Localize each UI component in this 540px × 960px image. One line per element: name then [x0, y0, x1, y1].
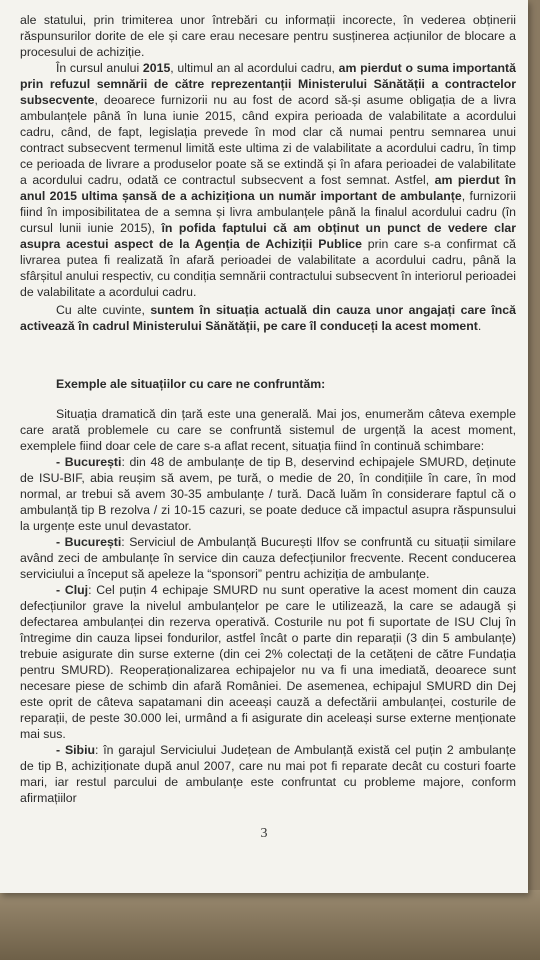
paragraph-summary: Cu alte cuvinte, suntem în situația actuală din cauza unor angajați care încă activează în cadrul Ministerului Sănătății, pe care îl conduceți la acest moment. — [20, 303, 516, 333]
page-number: 3 — [260, 826, 268, 841]
list-item-cluj: - Cluj: Cel puțin 4 echipaje SMURD nu sunt operative la acest moment din cauza defecțiunilor grave la nivelul ambulanțelor pe care le utilizează, la care se adaugă și defectarea ambulanței din rezerva operativă. Costurile nu pot fi suportate de ISU Cluj în întregime din cauza lipsei fondurilor, astfel încât o parte din reparații (3 din 5 ambulanțe) trebuie asigurate din surse externe (din cei 2% colectați de la cetățeni de către Fundația pentru SMURD). Reoperaționalizarea echipajelor nu va fi una imediată, deoarece sunt necesare piese de schimb din afară României. De asemenea, echipajul SMURD din Dej este oprit de câteva sapatamani din aceeași cauză a defectării ambulanței, costurile de reparații, de peste 30.000 lei, urmând a fi asigurate din aceleași surse externe menționate mai sus. — [20, 583, 517, 741]
page-content — [20, 12, 516, 806]
paragraph-intro: Situația dramatică din țară este una generală. Mai jos, enumerăm câteva exemple care arată problemele cu care se confruntă sistemul de urgență la acest moment, exemplele fiind doar cele de care s-a aflat recent, situația fiind în continuă schimbare: — [20, 407, 516, 453]
list-item-sibiu: - Sibiu: în garajul Serviciului Județean de Ambulanță există cel puțin 2 ambulanțe de tip B, achiziționate după anul 2007, care nu mai pot fi reparate decât cu costuri foarte mari, iar restul parcului de ambulanțe este confruntat cu probleme majore, conform afirmațiilor — [20, 743, 516, 805]
list-item-bucuresti-smurd: - București: din 48 de ambulanțe de tip B, deservind echipajele SMURD, deținute de ISU-BIF, abia reușim să avem, pe tură, o medie de 20, în condițiile în care, în mod normal, ar trebui să avem 30-35 ambulanțe / tură. Dacă luăm în considerare faptul că o ambulanță tip B rezolva / zi 10-15 cazuri, se poate deduce că impactul asupra răspunsului la urgențe este unul devastator. — [20, 455, 517, 533]
paragraph-continuation: ale statului, prin trimiterea unor întrebări cu informații incorecte, în vederea obținerii răspunsurilor dorite de ele și care erau necesare pentru susținerea acțiunilor de blocare a procesului de achiziție. — [20, 13, 516, 59]
desk-background — [0, 890, 540, 960]
paragraph-2015-contracts: În cursul anului 2015, ultimul an al acordului cadru, am pierdut o suma importantă prin refuzul semnării de către reprezentanții Ministerului Sănătății a contractelor subsecvente, deoarece furnizorii nu au fost de acord să-și asume obligația de a livra ambulanțele până în luna iunie 2015, când expira perioada de valabilitate a acordului cadru, când, de fapt, legislația prevede în mod clar că numai pentru semnarea unui contract subsecvent termenul limită este ultima zi de valabilitate a acordului cadru, în timp ce perioada de livrare a produselor poate să se extindă și în afara perioadei de valabilitate a acordului cadru, odată ce contractul subsecvent a fost semnat. Astfel, am pierdut în anul 2015 ultima șansă de a achiziționa un număr important de ambulanțe, furnizorii fiind în imposibilitatea de a semna și livra ambulanțele până la finalul acordului cadru (în cursul lunii iunie 2015), în pofida faptului că am obținut un punct de vedere clar asupra acestui aspect de la Agenția de Achiziții Publice prin care s-a confirmat că livrarea putea fi realizată în afară perioadei de valabilitate a acordului cadru, până la sfârșitul anului respectiv, cu condiția semnării contractului subsecvent în interiorul perioadei de valabilitate a acordului cadru. — [20, 61, 516, 299]
section-heading: Exemple ale situațiilor cu care ne confruntăm: — [56, 377, 326, 391]
list-item-bucuresti-ambulanta: - București: Serviciul de Ambulanță București Ilfov se confruntă cu situații similare având zeci de ambulanțe în service din cauza defecțiunilor frecvente. Recent conducerea serviciului a început să apeleze la “sponsori” pentru achiziția de ambulanțe. — [20, 535, 516, 581]
